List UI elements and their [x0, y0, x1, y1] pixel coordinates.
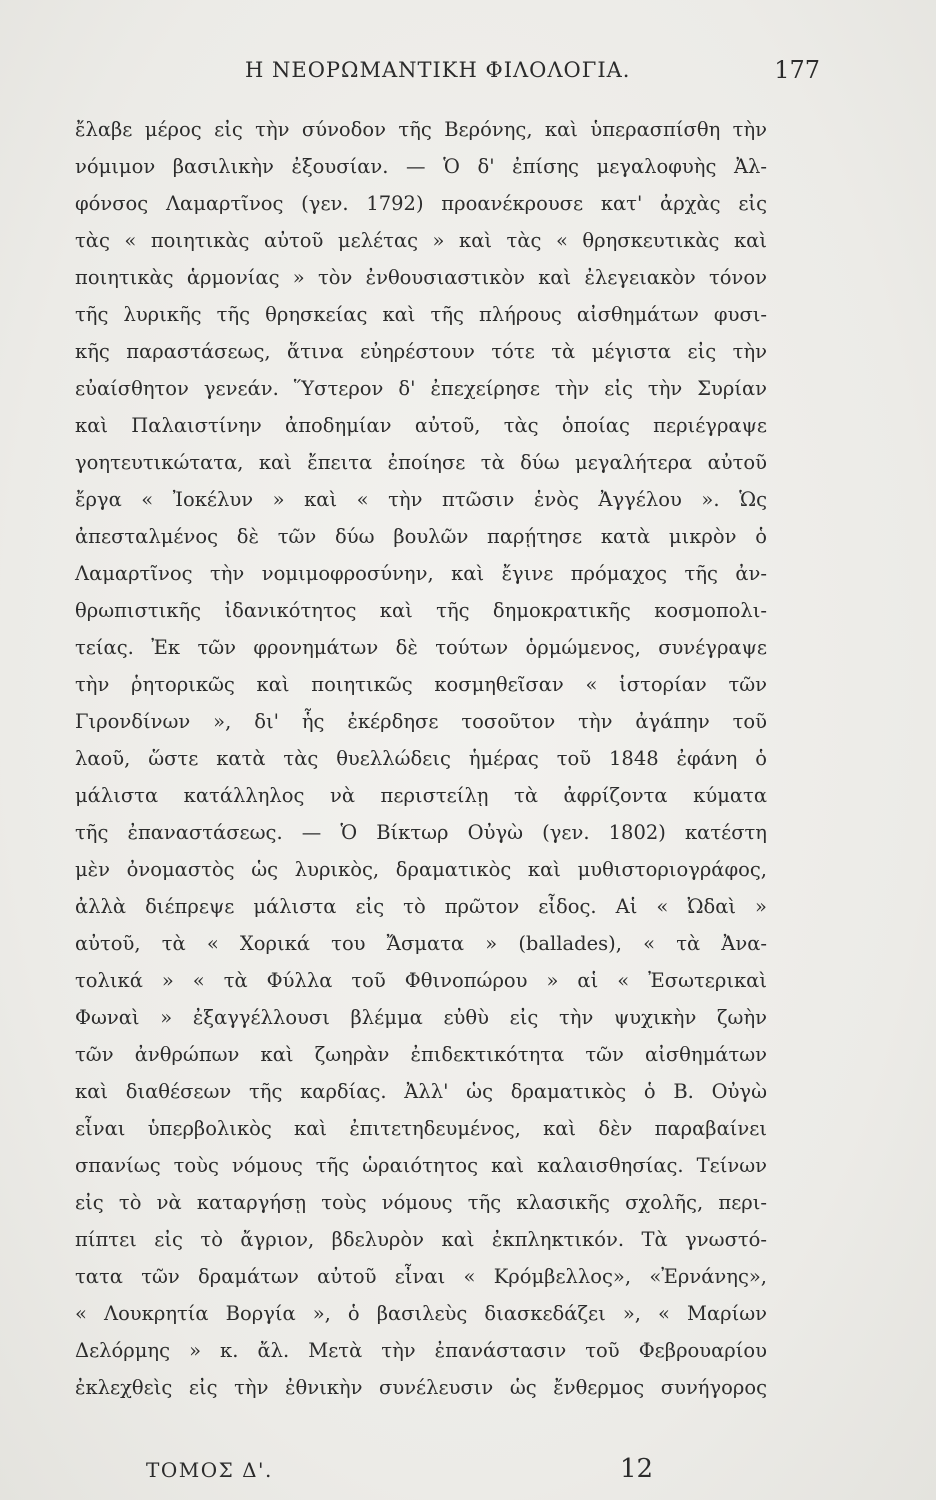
text-line: τολικά » « τὰ Φύλλα τοῦ Φθινοπώρου » αἱ « Ἐσωτερικαὶ [75, 969, 767, 992]
text-line: Δελόρμης » κ. ἄλ. Μετὰ τὴν ἐπανάστασιν τοῦ Φεβρουαρίου [75, 1339, 767, 1362]
text-line: θρωπιστικῆς ἰδανικότητος καὶ τῆς δημοκρατικῆς κοσμοπολι- [75, 599, 767, 622]
text-line: καὶ Παλαιστίνην ἀποδημίαν αὐτοῦ, τὰς ὁποίας περιέγραψε [75, 414, 767, 437]
text-line: πίπτει εἰς τὸ ἄγριον, βδελυρὸν καὶ ἐκπληκτικόν. Τὰ γνωστό- [75, 1228, 767, 1251]
running-title: Η ΝΕΟΡΩΜΑΝΤΙΚΗ ΦΙΛΟΛΟΓΙΑ. [245, 58, 631, 82]
text-line: νόμιμον βασιλικὴν ἐξουσίαν. — Ὁ δ' ἐπίσης μεγαλοφυὴς Ἀλ- [75, 155, 767, 178]
text-line: τατα τῶν δραμάτων αὐτοῦ εἶναι « Κρόμβελλος», «Ἐρνάνης», [75, 1265, 767, 1288]
text-line: μάλιστα κατάλληλος νὰ περιστείλῃ τὰ ἀφρίζοντα κύματα [75, 784, 767, 807]
text-line: ἀλλὰ διέπρεψε μάλιστα εἰς τὸ πρῶτον εἶδος. Αἱ « Ὠδαὶ » [75, 895, 767, 918]
text-line: τῆς λυρικῆς τῆς θρησκείας καὶ τῆς πλήρους αἰσθημάτων φυσι- [75, 303, 767, 326]
running-header [80, 56, 820, 94]
text-line: αὐτοῦ, τὰ « Χορικά του Ἄσματα » (ballades), « τὰ Ἀνα- [75, 932, 767, 955]
text-line: « Λουκρητία Βοργία », ὁ βασιλεὺς διασκεδάζει », « Μαρίων [75, 1302, 767, 1325]
text-line: τὴν ῥητορικῶς καὶ ποιητικῶς κοσμηθεῖσαν « ἱστορίαν τῶν [75, 673, 767, 696]
signature-mark: 12 [620, 1454, 654, 1484]
text-line: τῶν ἀνθρώπων καὶ ζωηρὰν ἐπιδεκτικότητα τῶν αἰσθημάτων [75, 1043, 767, 1066]
text-line: τείας. Ἐκ τῶν φρονημάτων δὲ τούτων ὁρμώμενος, συνέγραψε [75, 636, 767, 659]
text-line: Λαμαρτῖνος τὴν νομιμοφροσύνην, καὶ ἔγινε πρόμαχος τῆς ἀν- [75, 562, 767, 585]
text-line: καὶ διαθέσεων τῆς καρδίας. Ἀλλ' ὡς δραματικὸς ὁ Β. Οὐγὼ [75, 1080, 767, 1103]
text-line: μὲν ὀνομαστὸς ὡς λυρικὸς, δραματικὸς καὶ μυθιστοριογράφος, [75, 858, 767, 881]
text-line: Φωναὶ » ἐξαγγέλλουσι βλέμμα εὐθὺ εἰς τὴν ψυχικὴν ζωὴν [75, 1006, 767, 1029]
text-line: ποιητικὰς ἁρμονίας » τὸν ἐνθουσιαστικὸν καὶ ἐλεγειακὸν τόνον [75, 266, 767, 289]
text-line: γοητευτικώτατα, καὶ ἔπειτα ἐποίησε τὰ δύω μεγαλήτερα αὐτοῦ [75, 451, 767, 474]
text-line: κῆς παραστάσεως, ἅτινα εὐηρέστουν τότε τὰ μέγιστα εἰς τὴν [75, 340, 767, 363]
text-line: λαοῦ, ὥστε κατὰ τὰς θυελλώδεις ἡμέρας τοῦ 1848 ἐφάνη ὁ [75, 747, 767, 770]
text-line: τῆς ἐπαναστάσεως. — Ὁ Βίκτωρ Οὐγὼ (γεν. 1802) κατέστη [75, 821, 767, 844]
text-line: ἀπεσταλμένος δὲ τῶν δύω βουλῶν παρῄτησε κατὰ μικρὸν ὁ [75, 525, 767, 548]
text-line: φόνσος Λαμαρτῖνος (γεν. 1792) προανέκρουσε κατ' ἀρχὰς εἰς [75, 192, 767, 215]
text-line: ἐκλεχθεὶς εἰς τὴν ἐθνικὴν συνέλευσιν ὡς ἔνθερμος συνήγορος [75, 1376, 767, 1399]
text-line: εἰς τὸ νὰ καταργήσῃ τοὺς νόμους τῆς κλασικῆς σχολῆς, περι- [75, 1191, 767, 1214]
text-line: σπανίως τοὺς νόμους τῆς ὡραιότητος καὶ καλαισθησίας. Τείνων [75, 1154, 767, 1177]
page-number: 177 [774, 56, 820, 84]
text-line: Γιρονδίνων », δι' ἧς ἐκέρδησε τοσοῦτον τὴν ἀγάπην τοῦ [75, 710, 767, 733]
text-line: ἔργα « Ἰοκέλυν » καὶ « τὴν πτῶσιν ἑνὸς Ἀγγέλου ». Ὡς [75, 488, 767, 511]
text-line: τὰς « ποιητικὰς αὐτοῦ μελέτας » καὶ τὰς « θρησκευτικὰς καὶ [75, 229, 767, 252]
volume-footer: ΤΟΜΟΣ Δ'. [146, 1458, 273, 1482]
text-line: εὐαίσθητον γενεάν. Ὕστερον δ' ἐπεχείρησε τὴν εἰς τὴν Συρίαν [75, 377, 767, 400]
text-line: ἔλαβε μέρος εἰς τὴν σύνοδον τῆς Βερόνης, καὶ ὑπερασπίσθη τὴν [75, 118, 767, 141]
text-line: εἶναι ὑπερβολικὸς καὶ ἐπιτετηδευμένος, καὶ δὲν παραβαίνει [75, 1117, 767, 1140]
